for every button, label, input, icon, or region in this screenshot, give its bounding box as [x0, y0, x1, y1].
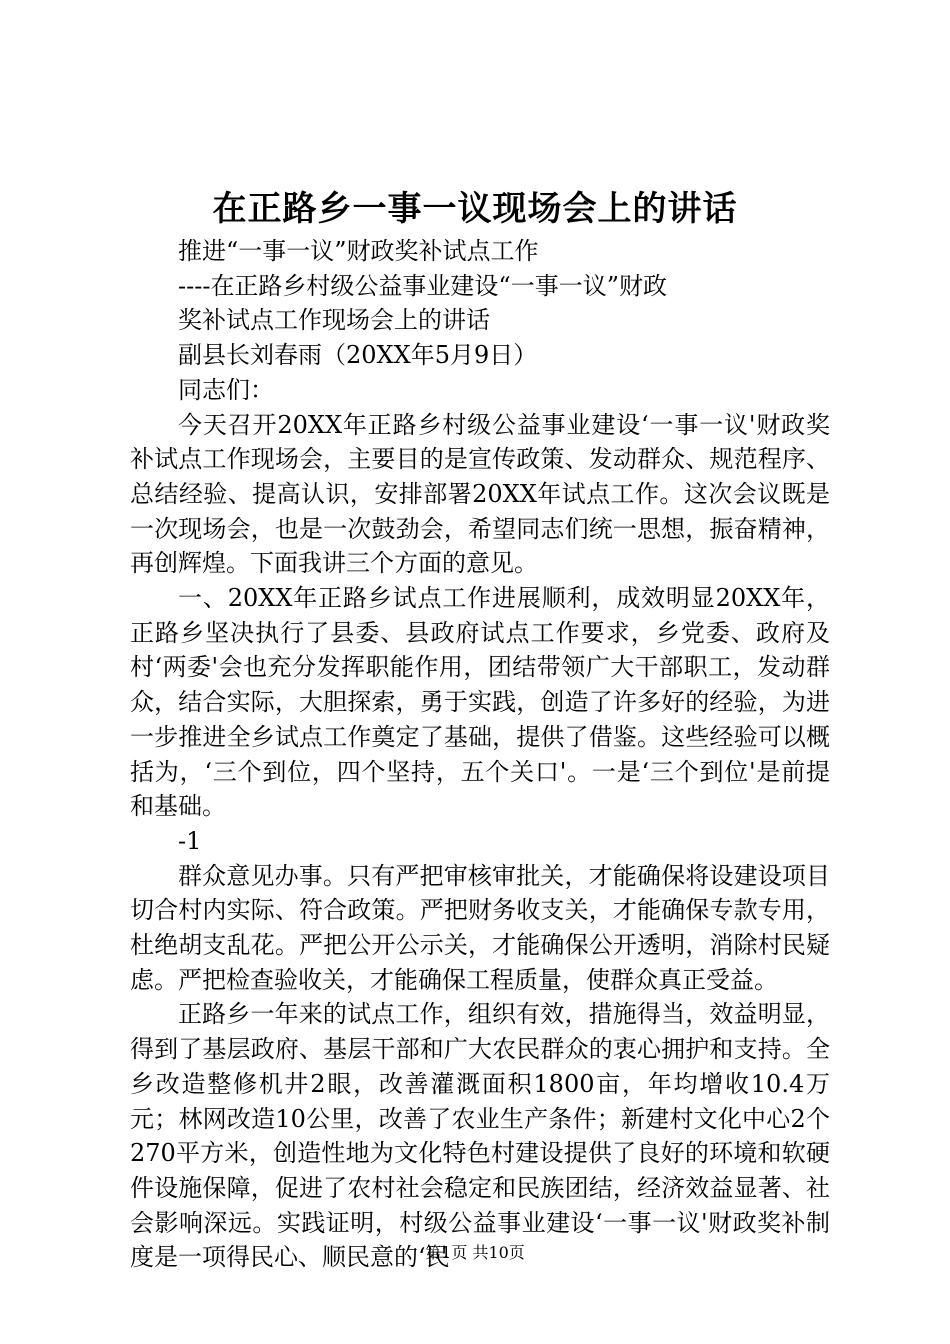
subtitle-line: 推进“一事一议”财政奖补试点工作 [178, 237, 539, 265]
salutation: 同志们： [178, 375, 274, 404]
document-body [130, 234, 830, 1275]
subtitle-line: ----在正路乡村级公益事业建设“一事一议”财政 [178, 271, 667, 300]
paragraph: 一、20XX年正路乡试点工作进展顺利，成效明显20XX年，正路乡坚决执行了县委、县政府试点工作要求，乡党委、政府及村‘两委'会也充分发挥职能作用，团结带领广大干部职工，发动群众，结合实际，大胆探索，勇于实践，创造了许多好的经验，为进一步推进全乡试点工作奠定了基础，提供了借鉴。这些经验可以概括为，‘三个到位，四个坚持，五个关口'。一是‘三个到位'是前提和基础。 [130, 584, 830, 821]
paragraph: 今天召开20XX年正路乡村级公益事业建设‘一事一议'财政奖补试点工作现场会，主要目的是宣传政策、发动群众、规范程序、总结经验、提高认识，安排部署20XX年试点工作。这次会议既是一次现场会，也是一次鼓劲会，希望同志们统一思想，振奋精神，再创辉煌。下面我讲三个方面的意见。 [130, 410, 830, 578]
subtitle-line: 奖补试点工作现场会上的讲话 [178, 306, 490, 335]
speaker-date-line: 副县长刘春雨（20XX年5月9日） [178, 341, 538, 370]
document-title: 在正路乡一事一议现场会上的讲话 [212, 189, 738, 229]
paragraph: 正路乡一年来的试点工作，组织有效，措施得当，效益明显，得到了基层政府、基层干部和广大农民群众的衷心拥护和支持。全乡改造整修机井2眼，改善灌溉面积1800亩，年均增收10.4万元；林网改造10公里，改善了农业生产条件；新建村文化中心2个270平方米，创造性地为文化特色村建设提供了良好的环境和软硬件设施保障，促进了农村社会稳定和民族团结，经济效益显著、社会影响深远。实践证明，村级公益事业建设‘一事一议'财政奖补制度是一项得民心、顺民意的‘民 [130, 1000, 830, 1272]
paragraph: 群众意见办事。只有严把审核审批关，才能确保将设建设项目切合村内实际、符合政策。严把财务收支关，才能确保专款专用，杜绝胡支乱花。严把公开公示关，才能确保公开透明，消除村民疑虑。严把检查验收关，才能确保工程质量，使群众真正受益。 [130, 861, 830, 994]
page-marker: -1 [178, 826, 202, 855]
page-footer: 第1页 共10页 [425, 1243, 525, 1262]
